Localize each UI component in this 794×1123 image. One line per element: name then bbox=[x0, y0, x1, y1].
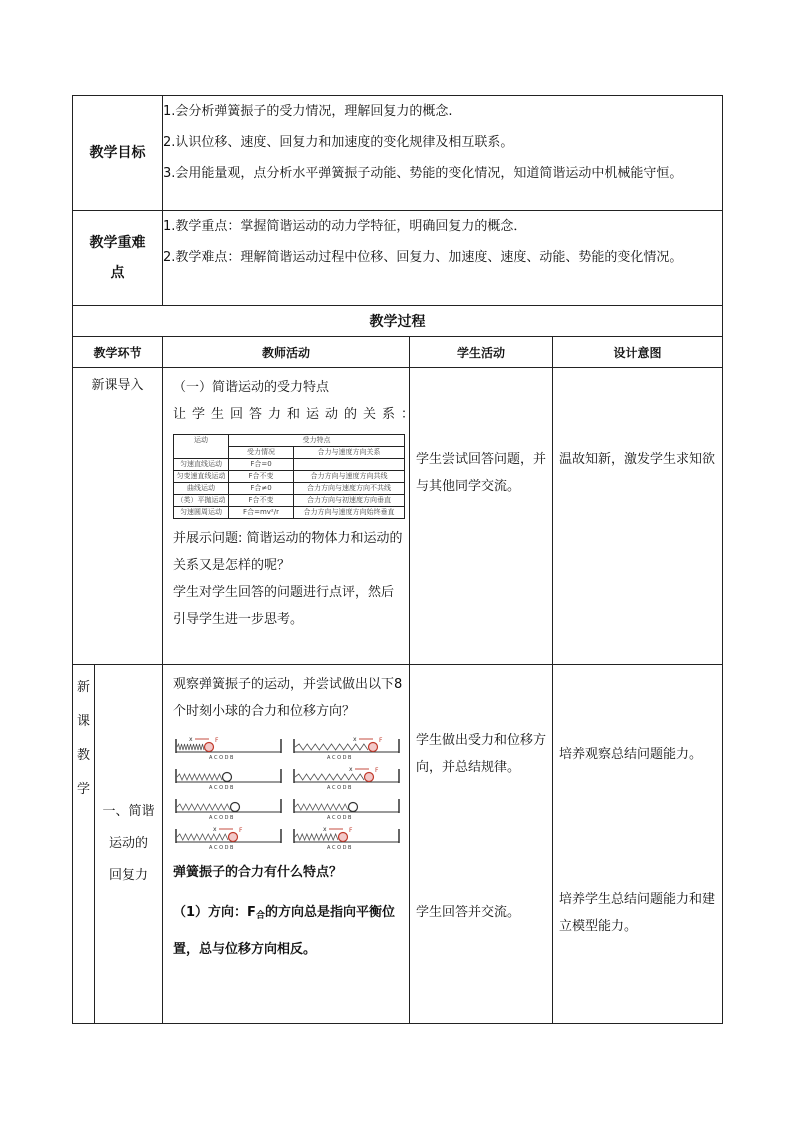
mini-row bbox=[174, 471, 405, 483]
stage-char: 学 bbox=[76, 782, 90, 797]
newlesson-stage bbox=[73, 665, 95, 1024]
mini-cell: F合=0 bbox=[229, 459, 294, 471]
substage-line: 回复力 bbox=[108, 868, 148, 883]
mini-cell: 合力方向与速度方向共线 bbox=[294, 471, 405, 483]
col-teacher: 教师活动 bbox=[163, 337, 410, 368]
direction-prefix: （1）方向：F bbox=[173, 905, 256, 920]
mini-row bbox=[174, 483, 405, 495]
substage-line: 运动的 bbox=[108, 836, 148, 851]
svg-text:A C O D B: A C O D B bbox=[209, 785, 234, 791]
mini-row bbox=[174, 507, 405, 519]
keypoints-label-line1: 教学重难 bbox=[89, 235, 146, 251]
col-stage: 教学环节 bbox=[73, 337, 163, 368]
spring-diagram bbox=[291, 735, 403, 761]
keypoints-label-line2: 点 bbox=[110, 265, 125, 281]
newlesson-student-activity bbox=[410, 665, 553, 1024]
resultant-question: 弹簧振子的合力有什么特点？ bbox=[173, 865, 343, 880]
goal-item-2: 2.认识位移、速度、回复力和加速度的变化规律及相互联系。 bbox=[163, 135, 514, 150]
spring-diagram bbox=[173, 825, 285, 851]
spring-diagram bbox=[291, 825, 403, 851]
intro-comment: 学生对学生回答的问题进行点评，然后引导学生进一步思考。 bbox=[173, 585, 395, 627]
mini-cell: F合不变 bbox=[229, 471, 294, 483]
mini-row bbox=[174, 495, 405, 507]
observe-text: 观察弹簧振子的运动，并尝试做出以下8个时刻小球的合力和位移方向？ bbox=[173, 677, 403, 719]
direction-sub: 合 bbox=[255, 911, 265, 921]
mini-cell: 合力方向与速度方向始终垂直 bbox=[294, 507, 405, 519]
svg-text:F: F bbox=[379, 737, 383, 744]
col-intent: 设计意图 bbox=[553, 337, 723, 368]
goal-item-3: 3.会用能量观，点分析水平弹簧振子动能、势能的变化情况，知道简谐运动中机械能守恒。 bbox=[163, 166, 683, 181]
newlesson-design-intent bbox=[553, 665, 723, 1024]
stage-char: 教 bbox=[76, 748, 90, 763]
intro-heading: （一）简谐运动的受力特点 bbox=[173, 380, 330, 395]
difficult-point: 2.教学难点：理解简谐运动过程中位移、回复力、加速度、速度、动能、势能的变化情况。 bbox=[163, 250, 683, 265]
stage-char: 新 bbox=[76, 680, 90, 695]
intro-design-intent: 温故知新，激发学生求知欲 bbox=[553, 368, 723, 665]
newlesson-teacher-activity bbox=[163, 665, 410, 1024]
keypoints-label bbox=[73, 211, 163, 306]
intro-teacher-activity bbox=[163, 368, 421, 665]
svg-text:A C O D B: A C O D B bbox=[209, 845, 234, 851]
spring-oscillator-diagrams bbox=[173, 735, 403, 851]
mini-cell: （类）平抛运动 bbox=[174, 495, 229, 507]
spring-diagram bbox=[173, 795, 285, 821]
mini-cell bbox=[294, 459, 405, 471]
force-motion-table bbox=[173, 434, 405, 519]
spring-diagram bbox=[291, 765, 403, 791]
intro-stage: 新课导入 bbox=[73, 368, 163, 665]
mini-cell: F合≠0 bbox=[229, 483, 294, 495]
goals-content bbox=[163, 96, 723, 211]
svg-text:A C O D B: A C O D B bbox=[209, 755, 234, 761]
student-activity-1: 学生做出受力和位移方向，并总结规律。 bbox=[416, 733, 547, 775]
process-title-row bbox=[73, 306, 723, 337]
mini-cell: 匀速圆周运动 bbox=[174, 507, 229, 519]
svg-text:A C O D B: A C O D B bbox=[209, 815, 234, 821]
goal-item-1: 1.会分析弹簧振子的受力情况，理解回复力的概念. bbox=[163, 104, 453, 119]
svg-text:x: x bbox=[213, 826, 217, 833]
student-activity-2: 学生回答并交流。 bbox=[416, 905, 521, 920]
lesson-plan-table bbox=[72, 95, 723, 1024]
svg-text:F: F bbox=[239, 827, 243, 834]
svg-text:A C O D B: A C O D B bbox=[327, 755, 352, 761]
intro-student-activity: 学生尝试回答问题，并与其他同学交流。 bbox=[410, 368, 553, 665]
mini-cell: F合不变 bbox=[229, 495, 294, 507]
intro-row bbox=[73, 368, 723, 665]
svg-text:A C O D B: A C O D B bbox=[327, 815, 352, 821]
direction-rest: 的方向总是指向平衡位置，总与位移方向相反。 bbox=[173, 905, 395, 957]
svg-text:x: x bbox=[189, 736, 193, 743]
newlesson-row bbox=[73, 665, 723, 1024]
newlesson-substage bbox=[95, 665, 163, 1024]
mini-cell: 匀变速直线运动 bbox=[174, 471, 229, 483]
svg-text:F: F bbox=[375, 767, 379, 774]
mini-row bbox=[174, 459, 405, 471]
design-intent-2: 培养学生总结问题能力和建立模型能力。 bbox=[559, 892, 716, 934]
direction-point bbox=[173, 896, 403, 967]
lesson-plan-page bbox=[72, 95, 722, 1024]
keypoints-row bbox=[73, 211, 723, 306]
mini-cell: 匀速直线运动 bbox=[174, 459, 229, 471]
mini-cell: 合力方向与速度方向不共线 bbox=[294, 483, 405, 495]
svg-text:F: F bbox=[215, 737, 219, 744]
keypoints-content bbox=[163, 211, 723, 306]
mini-header-motion: 运动 bbox=[174, 435, 229, 459]
spring-diagram bbox=[173, 765, 285, 791]
mini-cell: 曲线运动 bbox=[174, 483, 229, 495]
svg-text:A C O D B: A C O D B bbox=[327, 845, 352, 851]
substage-line: 一、简谐 bbox=[102, 804, 155, 819]
svg-text:x: x bbox=[323, 826, 327, 833]
mini-cell: 合力方向与初速度方向垂直 bbox=[294, 495, 405, 507]
intro-prompt: 让学生回答力和运动的关系： bbox=[173, 407, 421, 422]
design-intent-1: 培养观察总结问题能力。 bbox=[559, 747, 703, 762]
svg-text:A C O D B: A C O D B bbox=[327, 785, 352, 791]
mini-sub-relation: 合力与速度方向关系 bbox=[294, 447, 405, 459]
mini-sub-force: 受力情况 bbox=[229, 447, 294, 459]
goals-row bbox=[73, 96, 723, 211]
process-title: 教学过程 bbox=[73, 306, 723, 337]
column-header-row bbox=[73, 337, 723, 368]
svg-text:x: x bbox=[349, 766, 353, 773]
spring-diagram bbox=[173, 735, 285, 761]
mini-header-force: 受力特点 bbox=[229, 435, 405, 447]
goals-label: 教学目标 bbox=[73, 96, 163, 211]
intro-question: 并展示问题: 简谐运动的物体力和运动的关系又是怎样的呢？ bbox=[173, 531, 403, 573]
mini-cell: F合=mv²/r bbox=[229, 507, 294, 519]
key-point: 1.教学重点：掌握简谐运动的动力学特征，明确回复力的概念． bbox=[163, 219, 527, 234]
stage-char: 课 bbox=[76, 714, 90, 729]
spring-diagram bbox=[291, 795, 403, 821]
col-student: 学生活动 bbox=[410, 337, 553, 368]
svg-text:x: x bbox=[353, 736, 357, 743]
svg-text:F: F bbox=[349, 827, 353, 834]
